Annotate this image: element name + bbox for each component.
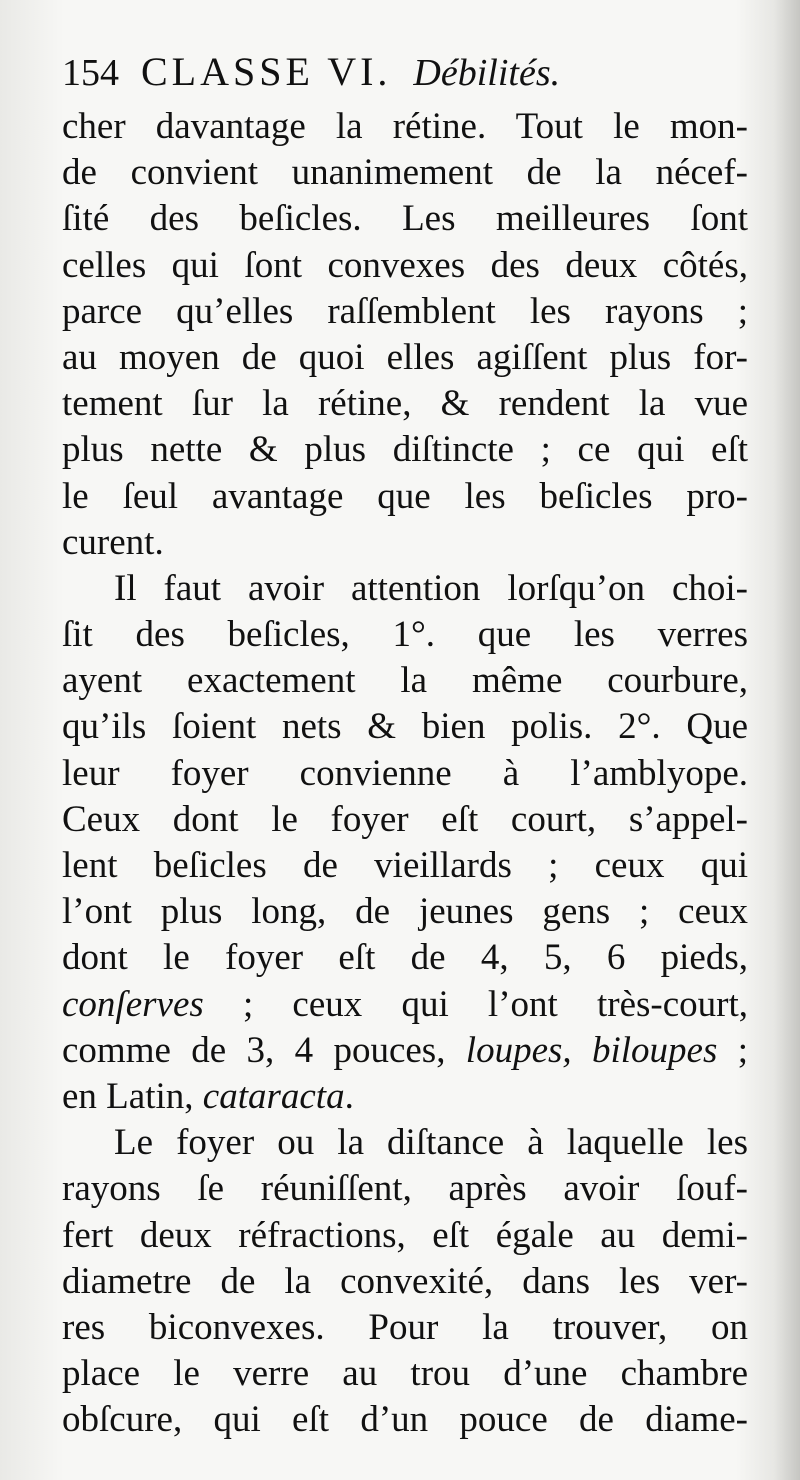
running-title: CLASSE VI. — [141, 49, 392, 94]
line-text: ; — [717, 1029, 748, 1071]
line-text: . — [344, 1075, 354, 1117]
text-line: ſité des beſicles. Les meilleures ſont — [62, 198, 748, 240]
line-text: ; ceux qui l’ont très-court, — [203, 983, 748, 1025]
text-line: parce qu’elles raſſemblent les rayons ; — [62, 290, 748, 332]
text-line: cher davantage la rétine. Tout le mon- — [62, 106, 748, 147]
text-line: le ſeul avantage que les beſicles pro- — [62, 475, 748, 517]
line-text: en Latin, — [62, 1075, 203, 1117]
text-line: dont le foyer eſt de 4, 5, 6 pieds, — [62, 937, 748, 979]
page-edge-shadow — [774, 0, 800, 1480]
italic-term: loupes, biloupes — [465, 1029, 718, 1071]
paragraph-start-line: Il faut avoir attention lorſqu’on choi- — [114, 567, 748, 609]
text-line: au moyen de quoi elles agiſſent plus for- — [62, 336, 748, 378]
body-text — [62, 104, 748, 1443]
page-number: 154 — [62, 52, 119, 94]
italic-term: cataracta — [202, 1075, 345, 1117]
text-line — [62, 1074, 748, 1120]
text-line: leur foyer convienne à l’amblyope. — [62, 752, 748, 794]
text-line: obſcure, qui eſt d’un pouce de diame- — [62, 1399, 748, 1441]
text-line: ſit des beſicles, 1°. que les verres — [62, 614, 748, 656]
running-header — [62, 48, 762, 104]
text-line: rayons ſe réuniſſent, après avoir ſouf- — [62, 1168, 748, 1210]
italic-term: conſerves — [62, 983, 204, 1025]
line-text: comme de 3, 4 pouces, — [62, 1029, 466, 1071]
text-line: diametre de la convexité, dans les ver- — [62, 1260, 748, 1302]
text-line — [62, 1028, 748, 1074]
text-line: tement ſur la rétine, & rendent la vue — [62, 383, 748, 425]
text-line: res biconvexes. Pour la trouver, on — [62, 1306, 748, 1348]
text-line — [62, 982, 748, 1028]
running-subtitle: Débilités. — [413, 52, 561, 94]
text-line: fert deux réfractions, eſt égale au demi- — [62, 1214, 748, 1256]
text-line: celles qui ſont convexes des deux côtés, — [62, 244, 748, 286]
text-line: lent beſicles de vieillards ; ceux qui — [62, 845, 748, 886]
text-line: place le verre au trou d’une chambre — [62, 1353, 748, 1395]
paragraph-start-line: Le foyer ou la diſtance à laquelle les — [114, 1122, 748, 1164]
text-line: Ceux dont le foyer eſt court, s’appel- — [62, 798, 748, 840]
text-line: de convient unanimement de la nécef- — [62, 152, 748, 194]
text-line: plus nette & plus diſtincte ; ce qui eſt — [62, 429, 748, 471]
text-line: ayent exactement la même courbure, — [62, 660, 748, 702]
text-line: curent. — [62, 521, 164, 563]
text-line: l’ont plus long, de jeunes gens ; ceux — [62, 891, 748, 933]
text-line: qu’ils ſoient nets & bien polis. 2°. Que — [62, 706, 748, 748]
